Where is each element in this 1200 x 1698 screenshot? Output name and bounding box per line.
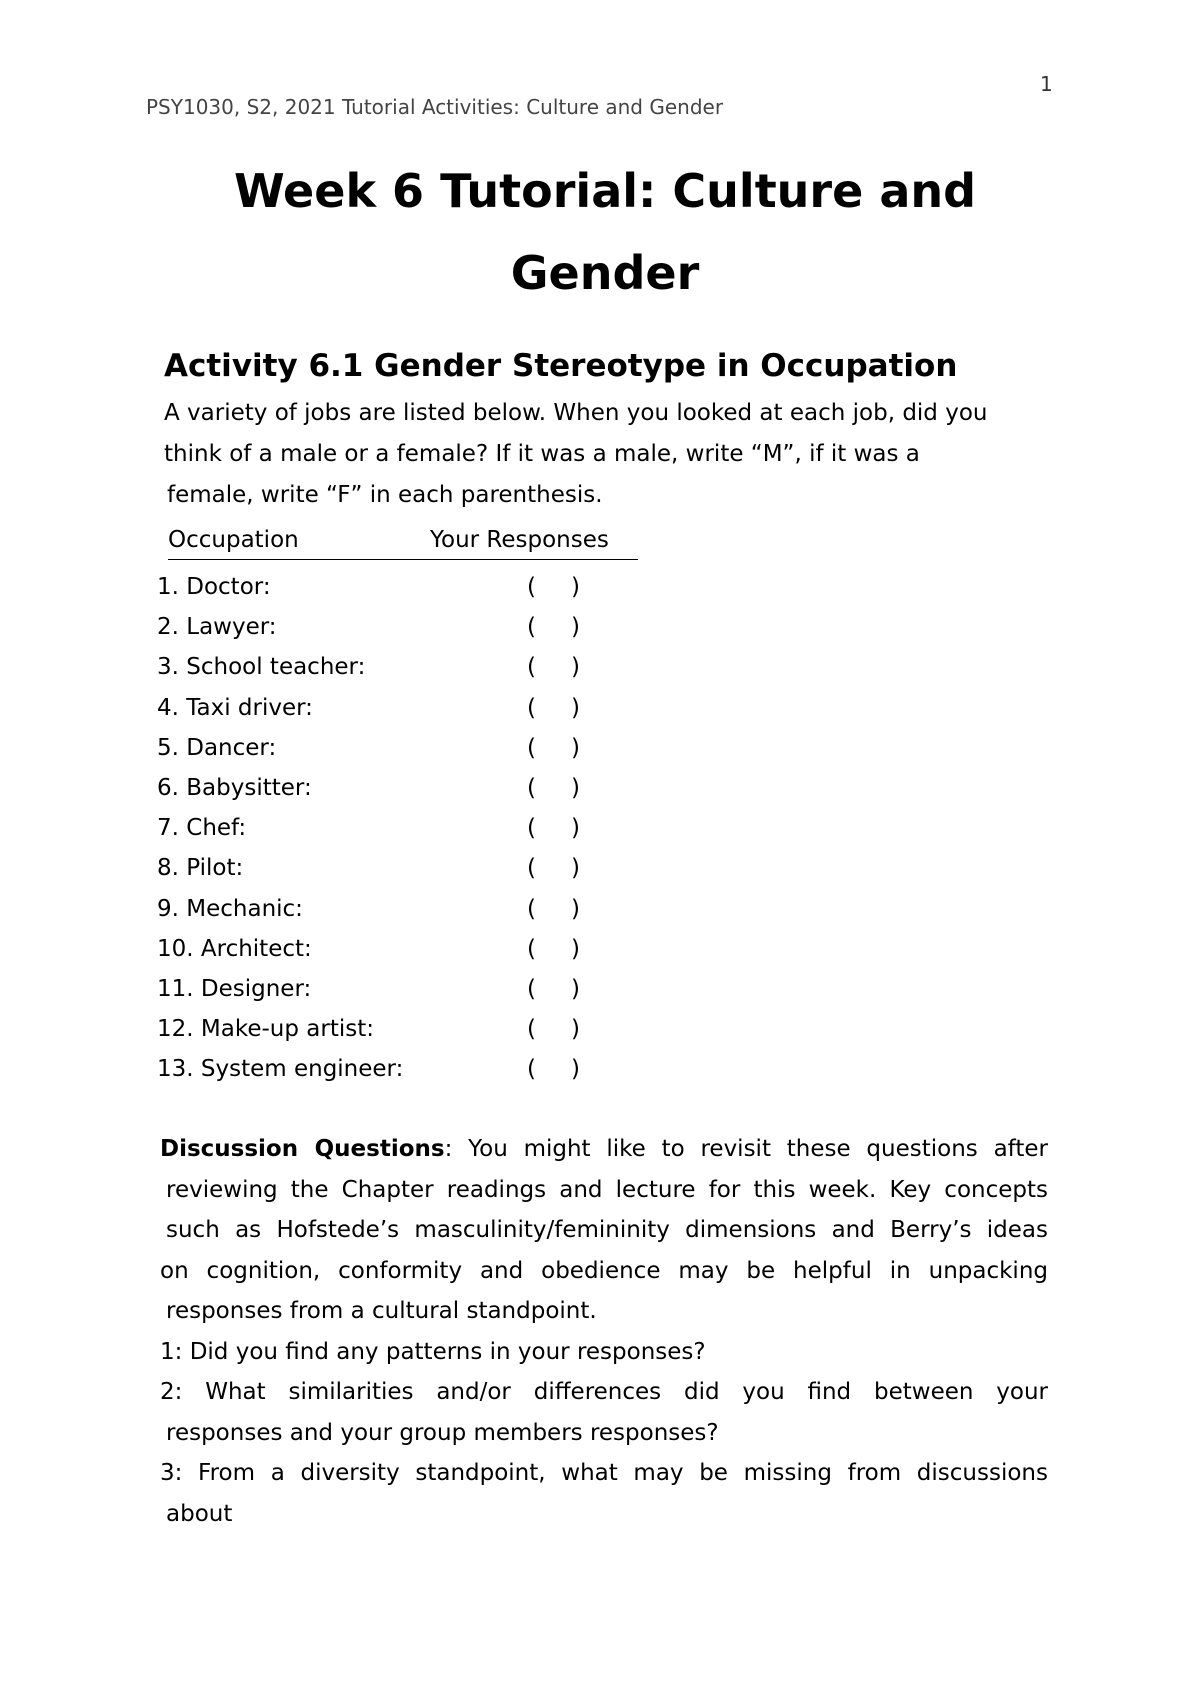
response-paren-open: ( <box>527 574 536 600</box>
discussion-line: responses from a cultural standpoint. <box>166 1298 597 1324</box>
instruction-line: female, write “F” in each parenthesis. <box>167 482 603 508</box>
discussion-section <box>160 1129 1048 1534</box>
occupation-label: 6. Babysitter: <box>157 774 312 801</box>
occupation-label: 1. Doctor: <box>157 574 271 600</box>
occupation-label: 13. System engineer: <box>157 1056 404 1083</box>
occupation-row <box>157 768 657 808</box>
response-paren-close: ) <box>571 774 580 801</box>
occupation-row <box>157 728 657 768</box>
question-1: 1: Did you find any patterns in your responses? <box>160 1338 706 1365</box>
response-paren-close: ) <box>571 734 580 761</box>
response-paren-close: ) <box>571 574 580 600</box>
occupation-list <box>157 567 657 1089</box>
occupation-label: 10. Architect: <box>157 935 312 962</box>
response-paren-close: ) <box>571 855 580 882</box>
occupation-row <box>157 688 657 728</box>
column-header-occupation: Occupation <box>168 527 299 553</box>
response-paren-open: ( <box>527 855 536 882</box>
question-3-line-1: 3: From a diversity standpoint, what may be missing from discussions <box>160 1460 1048 1486</box>
occupation-row <box>157 567 657 607</box>
response-paren-open: ( <box>527 694 536 721</box>
occupation-label: 4. Taxi driver: <box>157 694 313 721</box>
occupation-label: 11. Designer: <box>157 975 312 1002</box>
occupation-label: 2. Lawyer: <box>157 614 277 641</box>
activity-instructions <box>164 393 1064 516</box>
question-3-line-2: about <box>166 1500 233 1527</box>
occupation-label: 8. Pilot: <box>157 855 244 882</box>
response-paren-open: ( <box>527 1016 536 1043</box>
response-paren-close: ) <box>571 895 580 922</box>
response-paren-open: ( <box>527 734 536 761</box>
page-title <box>200 150 1010 314</box>
question-2-line-2: responses and your group members responses? <box>166 1419 719 1446</box>
discussion-intro-line <box>160 1129 1048 1170</box>
occupation-row <box>157 969 657 1009</box>
occupation-label: 12. Make-up artist: <box>157 1016 374 1043</box>
page-number: 1 <box>1040 72 1053 96</box>
occupation-row <box>157 647 657 687</box>
title-line-2: Gender <box>510 246 700 300</box>
occupation-row <box>157 929 657 969</box>
discussion-line: reviewing the Chapter readings and lecture for this week. Key concepts <box>166 1176 1048 1203</box>
occupation-label: 5. Dancer: <box>157 734 277 761</box>
instruction-line: A variety of jobs are listed below. When you looked at each job, did you <box>164 400 988 426</box>
title-line-1: Week 6 Tutorial: Culture and <box>233 164 977 218</box>
discussion-line: on cognition, conformity and obedience may be helpful in unpacking <box>160 1257 1048 1284</box>
occupation-row <box>157 1049 657 1089</box>
response-paren-close: ) <box>571 654 580 681</box>
response-paren-open: ( <box>527 935 536 962</box>
discussion-line: such as Hofstede’s masculinity/femininity dimensions and Berry’s ideas <box>166 1217 1048 1243</box>
running-header: PSY1030, S2, 2021 Tutorial Activities: Culture and Gender <box>146 95 724 119</box>
response-paren-open: ( <box>527 815 536 842</box>
table-header <box>168 527 638 560</box>
response-paren-close: ) <box>571 1056 580 1083</box>
response-paren-close: ) <box>571 694 580 721</box>
instruction-line: think of a male or a female? If it was a male, write “M”, if it was a <box>164 441 920 467</box>
response-paren-open: ( <box>527 1056 536 1083</box>
response-paren-open: ( <box>527 975 536 1002</box>
response-paren-close: ) <box>571 815 580 842</box>
response-paren-open: ( <box>527 895 536 922</box>
column-header-responses: Your Responses <box>430 527 609 553</box>
response-paren-open: ( <box>527 614 536 641</box>
occupation-row <box>157 808 657 848</box>
response-paren-close: ) <box>571 1016 580 1043</box>
occupation-label: 9. Mechanic: <box>157 895 303 922</box>
occupation-row <box>157 607 657 647</box>
occupation-label: 7. Chef: <box>157 815 247 842</box>
response-paren-close: ) <box>571 935 580 962</box>
response-paren-open: ( <box>527 774 536 801</box>
response-paren-close: ) <box>571 614 580 641</box>
occupation-row <box>157 848 657 888</box>
occupation-row <box>157 889 657 929</box>
response-paren-close: ) <box>571 975 580 1002</box>
activity-heading: Activity 6.1 Gender Stereotype in Occupation <box>164 348 958 384</box>
discussion-label: Discussion Questions <box>160 1136 445 1162</box>
question-2-line-1: 2: What similarities and/or differences did you find between your <box>160 1379 1048 1405</box>
occupation-label: 3. School teacher: <box>157 654 366 681</box>
occupation-row <box>157 1009 657 1049</box>
discussion-intro-text: : You might like to revisit these questions after <box>444 1136 1048 1162</box>
response-paren-open: ( <box>527 654 536 681</box>
